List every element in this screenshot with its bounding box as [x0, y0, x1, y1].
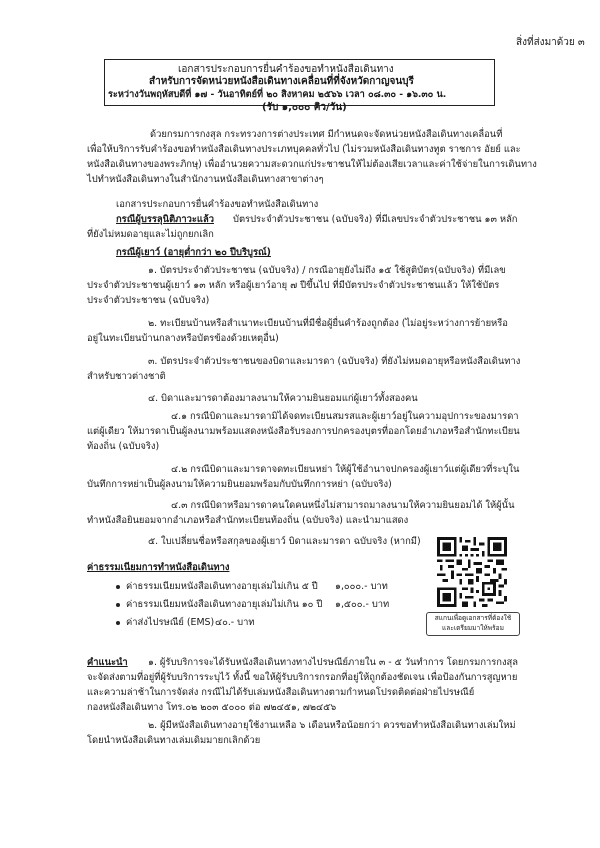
- requirement-line: บันทึกการหย่าเป็นผู้ลงนามให้ความยินยอมพร้อมกับบันทึกการหย่า (ฉบับจริง): [87, 479, 392, 490]
- requirement-line: ทำหนังสือยินยอมจากอำเภอหรือสำนักทะเบียนท้องถิ่น (ฉบับจริง) และนำมาแสดง: [87, 515, 409, 526]
- notes-line: ๒. ผู้มีหนังสือเดินทางอายุใช้งานเหลือ ๖ เดือนหรือน้อยกว่า ควรขอทำหนังสือเดินทางเล่มใหม่: [148, 720, 516, 731]
- adult-label: กรณีผู้บรรลุนิติภาวะแล้ว: [116, 214, 214, 225]
- requirement-line: ประจำตัวประชาชน (ฉบับจริง): [87, 295, 210, 306]
- requirement-line: ๔.๑ กรณีบิดาและมารดามิได้จดทะเบียนสมรสและผู้เยาว์อยู่ในความอุปการะของมารดา: [171, 411, 519, 422]
- requirement-line: สำหรับชาวต่างชาติ: [87, 371, 166, 382]
- title-line-1: เอกสารประกอบการยื่นคำร้องขอทำหนังสือเดินทาง: [178, 64, 394, 75]
- adult-text-continued: ที่ยังไม่หมดอายุและไม่ถูกยกเลิก: [87, 229, 214, 240]
- qr-caption-line: สแกนเพื่อดูเอกสารที่ต้องใช้: [434, 614, 512, 622]
- title-line-2: สำหรับการจัดหน่วยหนังสือเดินทางเคลื่อนที่ที่จังหวัดกาญจนบุรี: [149, 76, 414, 87]
- requirement-line: ๔. บิดาและมารดาต้องมาลงนามให้ความยินยอมแก่ผู้เยาว์ทั้งสองคน: [148, 393, 418, 404]
- requirement-line: ประจำตัวประชาชนผู้เยาว์ ๑๓ หลัก หรือผู้เยาว์อายุ ๗ ปีขึ้นไป ที่มีบัตรประจำตัวประชาชนแล้ว ให้ใช้บัตร: [87, 280, 500, 291]
- bullet-icon: [116, 585, 120, 589]
- requirement-line: ๓. บัตรประจำตัวประชาชนของบิดาและมารดา (ฉบับจริง) ที่ยังไม่หมดอายุหรือหนังสือเดินทาง: [148, 356, 521, 367]
- requirement-line: ๒. ทะเบียนบ้านหรือสำเนาทะเบียนบ้านที่มีชื่อผู้ยื่นคำร้องถูกต้อง (ไม่อยู่ระหว่างการย้ายหรือ: [148, 318, 508, 329]
- fees-heading: ค่าธรรมเนียมการทำหนังสือเดินทาง: [87, 562, 230, 573]
- intro-line: ไปทำหนังสือเดินทางในสำนักงานหนังสือเดินทางสาขาต่างๆ: [87, 174, 324, 185]
- bullet-icon: [116, 603, 120, 607]
- bullet-icon: [116, 621, 120, 625]
- qr-caption-line: และเตรียมมาให้พร้อม: [442, 624, 504, 632]
- title-line-3: ระหว่างวันพฤหัสบดีที่ ๑๗ - วันอาทิตย์ที่ ๒๐ สิงหาคม ๒๕๖๖ เวลา ๐๘.๓๐ - ๑๖.๓๐ น.: [108, 89, 447, 100]
- qr-caption: [426, 612, 520, 636]
- attachment-note: สิ่งที่ส่งมาด้วย ๓: [516, 37, 585, 48]
- notes-line: ๑. ผู้รับบริการจะได้รับหนังสือเดินทางทางไปรษณีย์ภายใน ๓ - ๕ วันทำการ โดยกรมการกงสุล: [148, 657, 519, 668]
- requirement-line: อยู่ในทะเบียนบ้านกลางหรือบัตรข้องด้วยเหตุอื่น): [87, 333, 279, 344]
- fee-amount: ๔๐.- บาท: [215, 617, 255, 628]
- intro-line: หนังสือเดินทางของพระภิกษุ) เพื่ออำนวยความสะดวกแก่ประชาชนให้ไม่ต้องเสียเวลาและค่าใช้จ่ายในการเดินทาง: [87, 159, 537, 170]
- fee-amount: ๑,๐๐๐.- บาท: [335, 581, 388, 592]
- intro-line: ด้วยกรมการกงสุล กระทรวงการต่างประเทศ มีกำหนดจะจัดหน่วยหนังสือเดินทางเคลื่อนที่: [150, 129, 503, 140]
- requirement-line: ๔.๒ กรณีบิดาและมารดาจดทะเบียนหย่า ให้ผู้ใช้อำนาจปกครองผู้เยาว์แต่ผู้เดียวที่ระบุใน: [171, 464, 520, 475]
- requirement-line: ๑. บัตรประจำตัวประชาชน (ฉบับจริง) / กรณีอายุยังไม่ถึง ๑๕ ใช้สูติบัตร(ฉบับจริง) ที่มีเลข: [148, 265, 506, 276]
- requirement-line: ท้องถิ่น (ฉบับจริง): [87, 441, 160, 452]
- fee-row: [116, 581, 318, 593]
- fee-label: ค่าส่งไปรษณีย์ (EMS): [126, 617, 215, 628]
- notes-line: กองหนังสือเดินทาง โทร.๐๒ ๒๐๓ ๕๐๐๐ ต่อ ๗๒๔๕๑, ๗๒๔๕๖: [87, 702, 337, 713]
- adult-text: บัตรประจำตัวประชาชน (ฉบับจริง) ที่มีเลขประจำตัวประชาชน ๑๓ หลัก: [233, 214, 518, 225]
- intro-line: เพื่อให้บริการรับคำร้องขอทำหนังสือเดินทางประเภทบุคคลทั่วไป (ไม่รวมหนังสือเดินทางทูต ราชการ อัยย์ และ: [87, 144, 521, 155]
- notes-heading: คำแนะนำ: [87, 657, 128, 668]
- requirement-line: ๕. ใบเปลี่ยนชื่อหรือสกุลของผู้เยาว์ บิดาและมารดา ฉบับจริง (หากมี): [148, 536, 421, 547]
- fee-amount: ๑,๕๐๐.- บาท: [335, 599, 390, 610]
- notes-line: จะจัดส่งตามที่อยู่ที่ผู้รับบริการระบุไว้ ทั้งนี้ ขอให้ผู้รับบริการกรอกที่อยู่ให้ถูกต้องชัดเจน เพื่อป้องกันการสูญหาย: [87, 672, 518, 683]
- fee-label: ค่าธรรมเนียมหนังสือเดินทางอายุเล่มไม่เกิน ๑๐ ปี: [126, 599, 323, 610]
- fee-row: [116, 599, 322, 611]
- qr-code-icon[interactable]: [437, 537, 507, 607]
- minor-label: กรณีผู้เยาว์ (อายุต่ำกว่า ๒๐ ปีบริบูรณ์): [116, 247, 271, 258]
- title-line-4: (รับ ๑,๐๐๐ คิว/วัน): [262, 102, 347, 113]
- notes-line: โดยนำหนังสือเดินทางเล่มเดิมมายกเลิกด้วย: [87, 735, 261, 746]
- requirement-line: ๔.๓ กรณีบิดาหรือมารดาคนใดคนหนึ่งไม่สามารถมาลงนามให้ความยินยอมได้ ให้ผู้นั้น: [171, 500, 515, 511]
- requirement-line: แต่ผู้เดียว ให้มารดาเป็นผู้ลงนามพร้อมแสดงหนังสือรับรองการปกครองบุตรที่ออกโดยอำเภอหรือสำนักทะเบียน: [87, 426, 520, 437]
- section-heading: เอกสารประกอบการยื่นคำร้องขอทำหนังสือเดินทาง: [116, 199, 319, 210]
- notes-line: และความล่าช้าในการจัดส่ง กรณีไม่ได้รับเล่มหนังสือเดินทางตามกำหนดโปรดติดต่อฝ่ายไปรษณีย์: [87, 687, 475, 698]
- fee-row: [116, 617, 214, 629]
- fee-label: ค่าธรรมเนียมหนังสือเดินทางอายุเล่มไม่เกิน ๕ ปี: [126, 581, 318, 592]
